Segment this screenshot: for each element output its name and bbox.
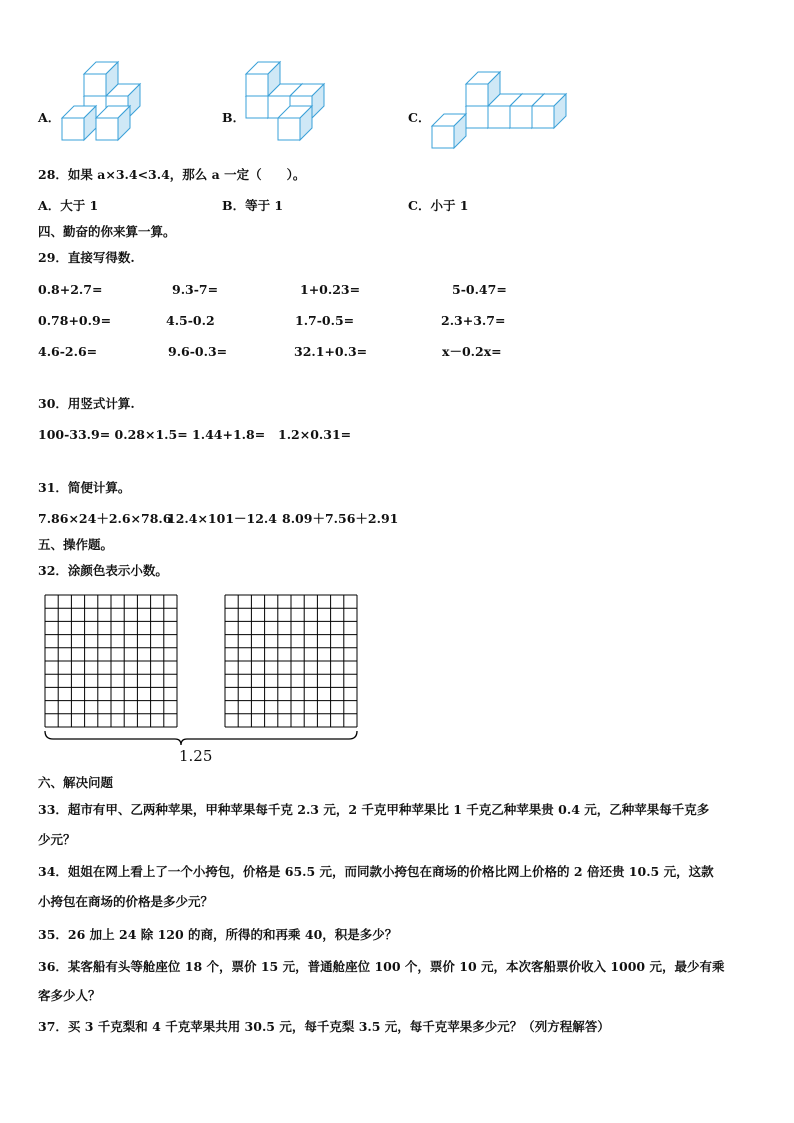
q28-option-a: A．大于 1 <box>38 198 99 213</box>
q29-r2c3: 1.7-0.5= <box>295 313 355 328</box>
cube-front-face <box>62 118 84 140</box>
cube-front-face <box>532 106 554 128</box>
cube-front-face <box>466 106 488 128</box>
q33-line-1: 33．超市有甲、乙两种苹果，甲种苹果每千克 2.3 元，2 千克甲种苹果比 1 千克乙种苹果贵 0.4 元，乙种苹果每千克多 <box>38 802 710 817</box>
q31-item-1: 7.86×24＋2.6×78.6 <box>38 511 172 526</box>
cube-figure-c <box>430 84 555 154</box>
q33-line-2: 少元？ <box>38 832 76 847</box>
q29-r3c3: 32.1+0.3= <box>294 344 368 359</box>
q31-item-2: 12.4×101－12.4 <box>167 511 277 526</box>
q30-last-problem: 1.2×0.31= <box>278 427 352 442</box>
section-6-heading: 六、解决问题 <box>38 775 114 790</box>
hundred-grid-left[interactable] <box>45 595 177 727</box>
option-c-label: C． <box>408 110 431 125</box>
q34-line-2: 小挎包在商场的价格是多少元？ <box>38 894 214 909</box>
q28-stem: 28．如果 a×3.4<3.4，那么 a 一定（ ）。 <box>38 167 306 182</box>
curly-brace <box>45 731 357 745</box>
q36-line-2: 客多少人？ <box>38 988 101 1003</box>
q29-r1c2: 9.3-7= <box>172 282 219 297</box>
q29-r2c1: 0.78+0.9= <box>38 313 112 328</box>
cube-front-face <box>466 84 488 106</box>
q32-value-label: 1.25 <box>179 747 213 765</box>
q29-r1c4: 5-0.47= <box>452 282 507 297</box>
hundred-grids <box>40 590 365 750</box>
q37-text: 37．买 3 千克梨和 4 千克苹果共用 30.5 元，每千克梨 3.5 元，每千克苹果多少元？（列方程解答） <box>38 1019 610 1034</box>
cube-front-face <box>96 118 118 140</box>
cube-front-face <box>246 96 268 118</box>
cube-front-face <box>432 126 454 148</box>
cube-figure-a <box>60 84 150 144</box>
section-5-heading: 五、操作题。 <box>38 537 114 552</box>
q29-r3c2: 9.6-0.3= <box>168 344 228 359</box>
cube-front-face <box>246 74 268 96</box>
q29-r1c1: 0.8+2.7= <box>38 282 103 297</box>
q29-r3c1: 4.6-2.6= <box>38 344 98 359</box>
q29-stem: 29．直接写得数. <box>38 250 135 265</box>
cube-front-face <box>278 118 300 140</box>
q35-text: 35．26 加上 24 除 120 的商，所得的和再乘 40，积是多少？ <box>38 927 398 942</box>
q28-option-b: B．等于 1 <box>222 198 284 213</box>
q31-item-3: 8.09＋7.56＋2.91 <box>282 511 399 526</box>
option-a-label: A． <box>38 110 61 125</box>
q29-r3c4: x－0.2x= <box>442 344 502 359</box>
q36-line-1: 36．某客船有头等舱座位 18 个，票价 15 元，普通舱座位 100 个，票价 10 元，本次客船票价收入 1000 元，最少有乘 <box>38 959 725 974</box>
cube-front-face <box>84 74 106 96</box>
q32-stem: 32．涂颜色表示小数。 <box>38 563 168 578</box>
option-b-label: B． <box>222 110 246 125</box>
cube-front-face <box>488 106 510 128</box>
q29-r2c2: 4.5-0.2 <box>166 313 215 328</box>
q31-stem: 31．简便计算。 <box>38 480 131 495</box>
cube-front-face <box>510 106 532 128</box>
q34-line-1: 34．姐姐在网上看上了一个小挎包，价格是 65.5 元，而同款小挎包在商场的价格比网上价格的 2 倍还贵 10.5 元，这款 <box>38 864 714 879</box>
q30-problems: 100-33.9= 0.28×1.5= 1.44+1.8= <box>38 427 266 442</box>
q30-stem: 30．用竖式计算. <box>38 396 135 411</box>
hundred-grid-right[interactable] <box>225 595 357 727</box>
section-4-heading: 四、勤奋的你来算一算。 <box>38 224 176 239</box>
q29-r2c4: 2.3+3.7= <box>441 313 506 328</box>
q28-option-c: C．小于 1 <box>408 198 469 213</box>
q29-r1c3: 1+0.23= <box>300 282 361 297</box>
cube-figure-b <box>244 84 334 144</box>
